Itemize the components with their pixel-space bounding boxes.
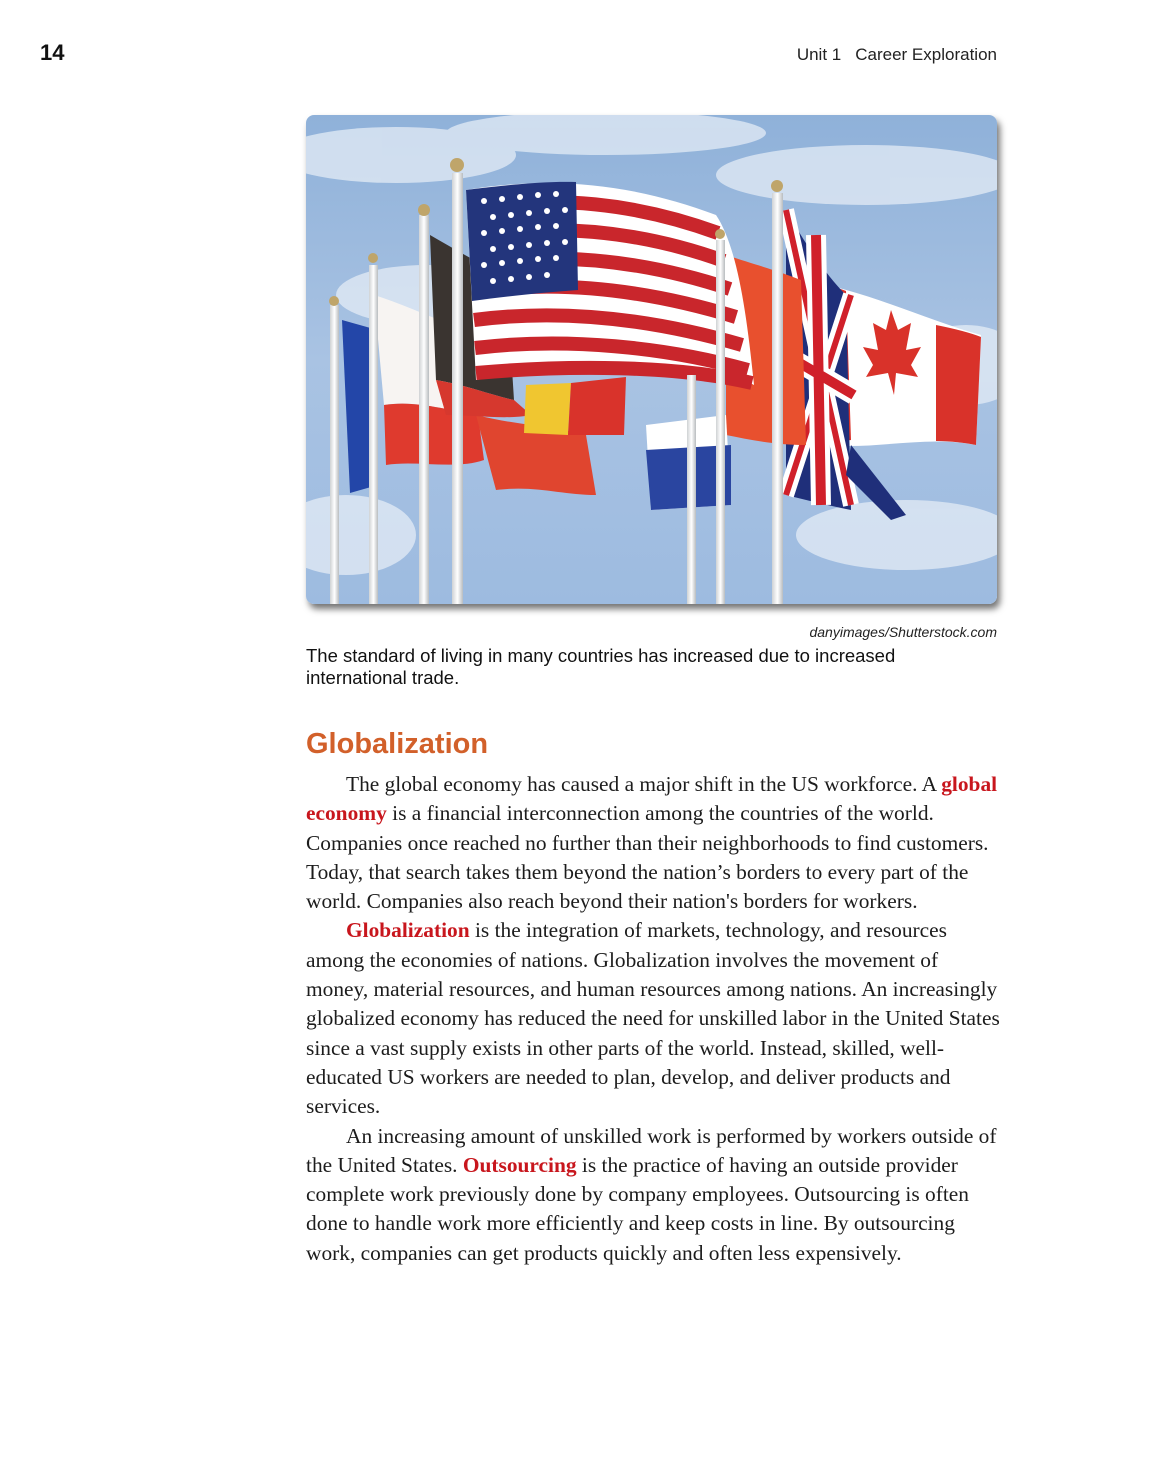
figure-caption: The standard of living in many countries has increased due to increased international trade.	[306, 645, 896, 688]
paragraph	[306, 770, 1001, 916]
section-heading: Globalization	[306, 728, 489, 760]
page-number: 14	[40, 40, 65, 65]
running-head	[797, 45, 997, 65]
body-text	[306, 770, 1001, 1268]
unit-title: Career Exploration	[855, 45, 997, 64]
text-run: The global economy has caused a major shift in the US workforce. A	[346, 772, 942, 796]
text-run: is the integration of markets, technology, and resources among the economies of nations. Globalization involves the movement of money, material resources, and human resources among nations. An increasingly globalized economy has reduced the need for unskilled labor in the United States since a vast supply exists in other parts of the world. Instead, skilled, well-educated US workers are needed to plan, develop, and deliver products and services.	[306, 918, 1000, 1119]
text-run: is the practice of having an outside provider complete work previously done by company employees. Outsourcing is often done to handle work more efficiently and keep costs in line. By outsourcing work, companies can get products quickly and often less expensively.	[306, 1152, 969, 1265]
text-run: is a financial interconnection among the countries of the world. Companies once reached no further than their neighborhoods to find customers. Today, that search takes them beyond the nation’s borders to every part of the world. Companies also reach beyond their nation's borders for workers.	[306, 801, 989, 914]
key-term-global-economy: global economy	[306, 772, 998, 826]
unit-label: Unit 1	[796, 45, 842, 64]
key-term-outsourcing: Outsourcing	[462, 1152, 577, 1177]
photo-credit: danyimages/Shutterstock.com	[809, 624, 997, 640]
paragraph	[306, 916, 1001, 1121]
flags-photo	[306, 115, 997, 604]
text-run: An increasing amount of unskilled work is performed by workers outside of the United States.	[306, 1123, 997, 1177]
key-term-globalization: Globalization	[346, 918, 470, 943]
paragraph	[306, 1122, 1001, 1268]
